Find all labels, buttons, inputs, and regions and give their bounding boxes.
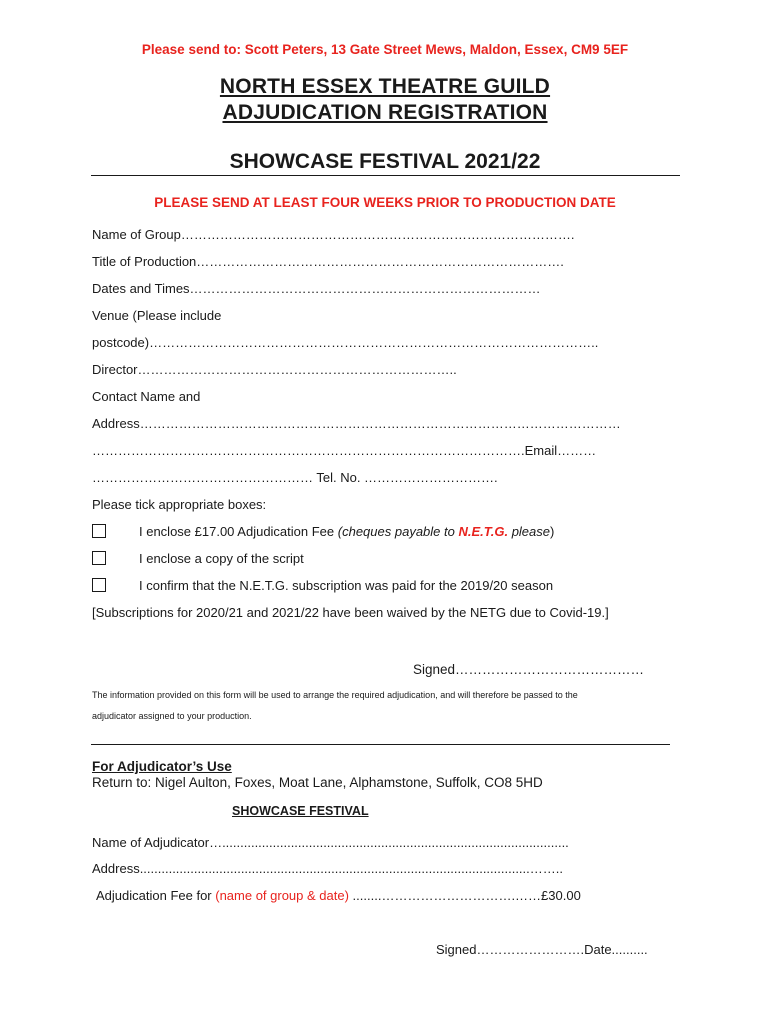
form-title-registration: ADJUDICATION REGISTRATION — [222, 101, 548, 124]
section-divider — [91, 744, 670, 745]
privacy-notice-line2: adjudicator assigned to your production. — [92, 711, 252, 721]
script-check-label: I enclose a copy of the script — [139, 551, 304, 566]
director-field[interactable]: Director……………………………………………………………….. — [92, 362, 457, 377]
venue-postcode-field[interactable]: postcode)………………………………………………………………………………………….. — [92, 335, 599, 350]
script-checkbox[interactable] — [92, 551, 106, 565]
adjudicator-return-address: Return to: Nigel Aulton, Foxes, Moat Lane, Alphamstone, Suffolk, CO8 5HD — [92, 775, 543, 790]
header-divider — [91, 175, 680, 176]
name-of-group-field[interactable]: Name of Group………………………………………………………………………………. — [92, 227, 575, 242]
check-row-subscription — [92, 578, 554, 593]
check-row-script — [92, 551, 304, 566]
check-row-fee — [92, 524, 555, 539]
subscription-checkbox[interactable] — [92, 578, 106, 592]
fee-checkbox[interactable] — [92, 524, 106, 538]
contact-address-field[interactable]: Address………………………………………………………………………………………………… — [92, 416, 621, 431]
subscription-check-label: I confirm that the N.E.T.G. subscription was paid for the 2019/20 season — [139, 578, 554, 593]
dates-and-times-field[interactable]: Dates and Times……………………………………………………………………… — [92, 281, 541, 296]
signature-field[interactable]: Signed…………………………………… — [413, 662, 645, 677]
prior-notice: PLEASE SEND AT LEAST FOUR WEEKS PRIOR TO PRODUCTION DATE — [154, 195, 616, 210]
contact-label: Contact Name and — [92, 389, 201, 404]
adjudicator-festival-title: SHOWCASE FESTIVAL — [232, 804, 369, 818]
subscriptions-note: [Subscriptions for 2020/21 and 2021/22 have been waived by the NETG due to Covid-19.] — [92, 605, 609, 620]
send-to-address: Please send to: Scott Peters, 13 Gate Street Mews, Maldon, Essex, CM9 5EF — [141, 42, 629, 57]
venue-label: Venue (Please include — [92, 308, 222, 323]
privacy-notice-line1: The information provided on this form will be used to arrange the required adjudication, and will therefore be passed to the — [92, 690, 578, 700]
fee-check-label: I enclose £17.00 Adjudication Fee (cheques payable to N.E.T.G. please) — [139, 524, 555, 539]
adjudicator-address-field[interactable]: Address............................................................................................................…….. — [92, 861, 563, 876]
tick-instruction: Please tick appropriate boxes: — [92, 497, 267, 512]
contact-tel-field[interactable]: …………………………………………… Tel. No. …………………………. — [92, 470, 498, 485]
contact-email-field[interactable]: ……………………………………………………………………………………….Email……… — [92, 443, 597, 458]
adjudicator-heading: For Adjudicator’s Use — [92, 759, 232, 774]
title-of-production-field[interactable]: Title of Production…………………………………………………………………………. — [92, 254, 564, 269]
adjudicator-signature-date-field[interactable]: Signed…………………….Date.......... — [436, 942, 648, 957]
form-title-guild: NORTH ESSEX THEATRE GUILD — [219, 75, 551, 98]
adjudication-fee-field[interactable]: Adjudication Fee for (name of group & date) ........………………………….……£30.00 — [96, 888, 581, 903]
adjudicator-name-field[interactable]: Name of Adjudicator…................................................................................................ — [92, 835, 569, 850]
form-title-festival: SHOWCASE FESTIVAL 2021/22 — [229, 150, 541, 173]
